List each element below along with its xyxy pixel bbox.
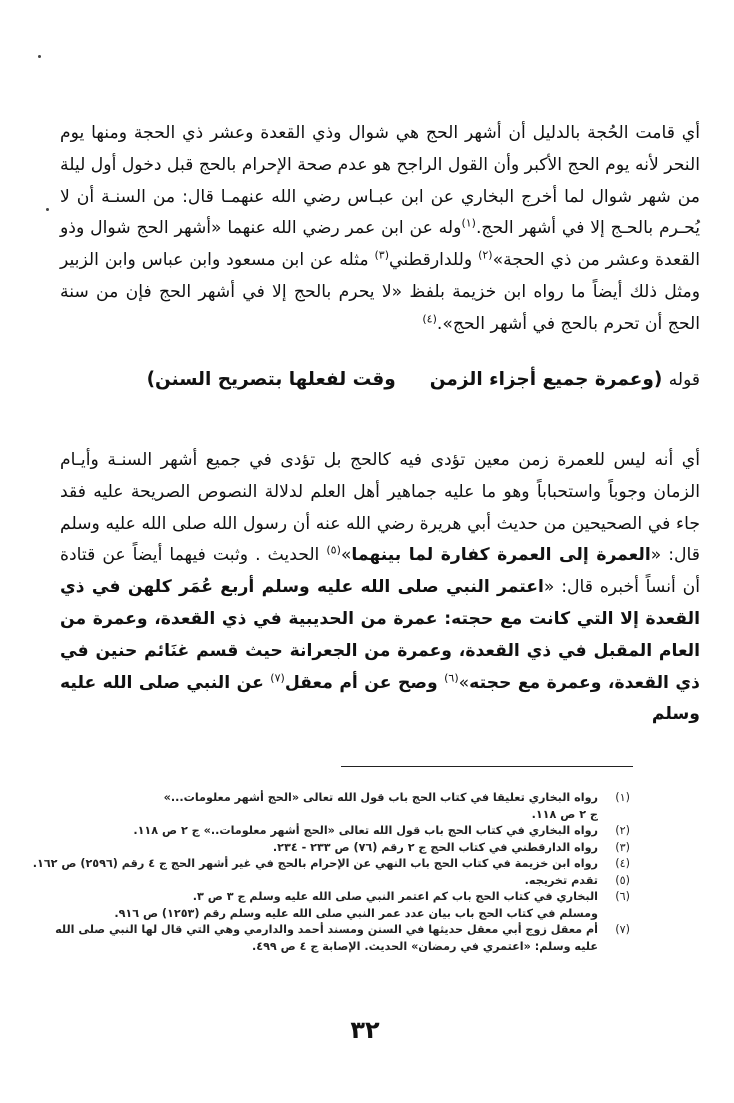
- footnote-6: [30, 889, 630, 906]
- scan-speck: [46, 208, 49, 211]
- footnote-7: [30, 922, 630, 955]
- footnote-ref-5: (٥): [326, 543, 341, 557]
- paragraph-text: أي قامت الحُجة بالدليل أن أشهر الحج هي شوال وذي القعدة وعشر ذي الحجة ومنها يوم النحر لأنه يوم الحج الأكبر وأن القول الراجح هو عدم صحة الإحرام بالحج قبل دخول أول ليلة من شهر شوال لما أخرج البخاري عن ابن عبـاس رضي الله عنهمـا قال: من السنـة أن لا يُحـرم بالحـج إلا في أشهر الحج.$^{(١)}$وله عن ابن عمر رضي الله عنهما «أشهر الحج شوال وذو القعدة وعشر من ذي الحجة»$^{(٢)}$ وللدارقطني$^{(٣)}$ مثله عن ابن مسعود وابن عباس وابن الزبير ومثل ذلك أيضاً ما رواه ابن خزيمة بلفظ «لا يحرم بالحج إلا في أشهر الحج فإن من سنة الحج أن تحرم بالحج في أشهر الحج».$^{(٤)}$: [60, 123, 700, 334]
- hadith-quote-2: اعتمر النبي صلى الله عليه وسلم أربع عُمَر كلهن في ذي القعدة إلا التي كانت مع حجته: عمرة من الحديبية في ذي القعدة، وعمرة من العام المقبل في ذي القعدة، وعمرة من الجعرانة حيث قسم غنَائم حنين في ذي القعدة، وعمرة مع حجته: [60, 577, 700, 693]
- footnote-text: رواه الدارقطني في كتاب الحج ج ٢ رقم (٧٦) ص ٢٣٣ - ٢٣٤.: [272, 840, 598, 854]
- footnote-ref-6: (٦): [444, 670, 459, 684]
- footnote-number: (٣): [615, 840, 630, 854]
- verse-heading: [60, 362, 700, 398]
- footnotes: [30, 790, 630, 955]
- footnote-text: رواه ابن خزيمة في كتاب الحج باب النهي عن الإحرام بالحج في غير أشهر الحج ج ٤ رقم (٢٥٩٦) ص ١٦٢.: [32, 857, 598, 870]
- footnote-2: [30, 823, 630, 840]
- footnote-text: البخاري في كتاب الحج باب كم اعتمر النبي صلى الله عليه وسلم ج ٣ ص ٣.: [192, 890, 598, 903]
- footnote-number: (٤): [615, 857, 630, 870]
- verse-part-2: وقت لفعلها بتصريح السنن): [146, 369, 396, 390]
- footnote-number: (٧): [615, 923, 630, 936]
- footnote-6-continuation: ومسلم في كتاب الحج باب بيان عدد عمر النبي صلى الله عليه وسلم رقم (١٢٥٣) ص ٩١٦.: [114, 906, 598, 920]
- footnote-text: تقدم تخريجه.: [524, 873, 598, 887]
- footnote-text: رواه البخاري تعليقا في كتاب الحج باب قول الله تعالى «الحج أشهر معلومات...»: [163, 791, 598, 804]
- paragraph-text: أي أنه ليس للعمرة زمن معين تؤدى فيه كالحج بل تؤدى في جميع أشهر السنـة وأيـام الزمان وجوباً واستحباباً وهو ما عليه جماهير أهل العلم لدلالة النصوص الصريحة عليه فقد جاء في الصحيحين من حديث أبي هريرة رضي الله عنه أن رسول الله صلى الله عليه وسلم قال: «العمرة إلى العمرة كفارة لما بينهما»$^{(٥)}$ الحديث . وثبت فيهما أيضاً عن قتادة أن أنساً أخبره قال: «اعتمر النبي صلى الله عليه وسلم أربع عُمَر كلهن في ذي القعدة إلا التي كانت مع حجته: عمرة من الحديبية في ذي القعدة، وعمرة من العام المقبل في ذي القعدة، وعمرة من الجعرانة حيث قسم غنَائم حنين في ذي القعدة، وعمرة مع حجته»$^{(٦)}$ وصح عن أم معقل$^{(٧)}$ عن النبي صلى الله عليه وسلم: [60, 450, 700, 725]
- verse-part-1: (وعمرة جميع أجزاء الزمن: [429, 369, 663, 390]
- footnote-text: رواه البخاري في كتاب الحج باب قول الله تعالى «الحج أشهر معلومات..» ج ٢ ص ١١٨.: [133, 824, 598, 837]
- scan-speck: [38, 55, 41, 58]
- footnote-number: (٥): [615, 873, 630, 887]
- footnote-number: (٢): [615, 824, 630, 837]
- footnote-1: [30, 790, 630, 807]
- footnote-ref-3: (٣): [374, 248, 389, 262]
- footnote-ref-7: (٧): [270, 670, 285, 684]
- footnote-ref-1: (١): [461, 216, 476, 230]
- footnote-number: (٦): [615, 890, 630, 903]
- footnote-3: [30, 840, 630, 857]
- body-paragraph-1: [60, 118, 700, 341]
- footnote-1-continuation: ج ٢ ص ١١٨.: [531, 807, 598, 821]
- footnote-text: أم معقل زوج أبي معقل حديثها في السنن ومسند أحمد والدارمي وهي التي قال لها النبي صلى الله عليه وسلم: «اعتمري في رمضان» الحديث. الإصابة ج ٤ ص ٤٩٩.: [55, 923, 598, 953]
- footnote-separator: [341, 766, 633, 767]
- footnote-4: [30, 856, 630, 873]
- footnote-ref-4: (٤): [422, 312, 437, 326]
- footnote-number: (١): [615, 791, 630, 804]
- footnote-ref-2: (٢): [478, 248, 493, 262]
- footnote-5: [30, 873, 630, 890]
- body-paragraph-2: [60, 445, 700, 731]
- page-number: ٣٢: [350, 1016, 380, 1044]
- hadith-quote-1: العمرة إلى العمرة كفارة لما بينهما: [351, 545, 651, 566]
- heading-keyword: قوله: [668, 370, 700, 390]
